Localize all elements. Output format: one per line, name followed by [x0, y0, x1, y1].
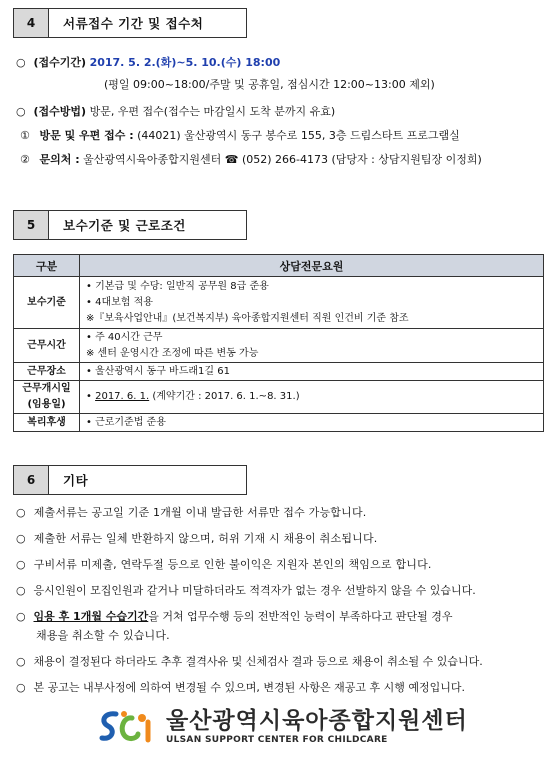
- pay-conditions-table: [13, 254, 544, 432]
- bullet: ○: [16, 681, 26, 694]
- list-item: [16, 653, 483, 669]
- org-name-english: ULSAN SUPPORT CENTER FOR CHILDCARE: [166, 735, 388, 745]
- bullet: ○: [16, 506, 26, 519]
- table-row: [14, 381, 544, 414]
- bullet: ○: [16, 105, 26, 118]
- row-line: ※ 센터 운영시간 조정에 따른 변동 가능: [86, 347, 259, 359]
- table-row: [14, 329, 544, 363]
- row-content: [80, 329, 544, 363]
- bullet: ○: [16, 558, 26, 571]
- row-content: [80, 363, 544, 381]
- visit-mail-address: (44021) 울산광역시 동구 봉수로 155, 3층 드림스타트 프로그램실: [137, 129, 460, 142]
- row-line: • 울산광역시 동구 바드래1길 61: [86, 365, 230, 377]
- number-2: ②: [20, 153, 30, 166]
- number-1: ①: [20, 129, 30, 142]
- contract-period: (계약기간 : 2017. 6. 1.~8. 31.): [149, 391, 300, 402]
- section-title: 서류접수 기간 및 접수처: [49, 8, 247, 38]
- category-line: (임용일): [27, 399, 66, 410]
- section-title: 기타: [49, 465, 247, 495]
- org-name: 울산광역시육아종합지원센터: [166, 708, 468, 734]
- phone-icon: ☎: [224, 153, 239, 166]
- item-text: 채용이 결정된다 하더라도 추후 결격사유 및 신체검사 결과 등으로 채용이 취소될 수 있습니다.: [33, 655, 483, 668]
- row-line: • 기본급 및 수당: 일반직 공무원 8급 준용: [86, 280, 269, 292]
- row-content: [80, 277, 544, 329]
- row-line: • 근로기준법 준용: [86, 416, 166, 428]
- row-content: [80, 381, 544, 414]
- ulsan-center-logo-mark-icon: [98, 708, 164, 746]
- visit-mail-label: 방문 및 우편 접수 :: [39, 129, 134, 142]
- item-text: 을 거쳐 업무수행 등의 전반적인 능력이 부족하다고 판단될 경우: [148, 610, 453, 623]
- application-period-line: [16, 54, 280, 70]
- period-value: 2017. 5. 2.(화)~5. 10.(수) 18:00: [89, 56, 281, 69]
- bullet: ○: [16, 584, 26, 597]
- table-row: [14, 277, 544, 329]
- list-item: [16, 504, 366, 520]
- row-line: • 4대보험 적용: [86, 296, 153, 308]
- visit-mail-line: [20, 127, 460, 143]
- center-logo: [98, 708, 468, 746]
- list-item: [16, 608, 453, 624]
- method-value: 방문, 우편 접수(접수는 마감일시 도착 분까지 유효): [89, 105, 336, 118]
- item-text: 제출서류는 공고일 기준 1개월 이내 발급한 서류만 접수 가능합니다.: [33, 506, 367, 519]
- row-category: [14, 381, 80, 414]
- section-number: 5: [13, 210, 49, 240]
- section-number: 4: [13, 8, 49, 38]
- bullet: ○: [16, 56, 26, 69]
- contact-phone: (052) 266-4173 (담당자 : 상담지원팀장 이정희): [241, 153, 482, 166]
- contact-org: 울산광역시육아종합지원센터: [83, 153, 222, 166]
- item-text: 본 공고는 내부사정에 의하여 변경될 수 있으며, 변경된 사항은 재공고 후 시행 예정입니다.: [33, 681, 465, 694]
- application-method-line: [16, 103, 335, 119]
- contact-label: 문의처 :: [39, 153, 80, 166]
- row-category: 보수기준: [14, 277, 80, 329]
- section-number: 6: [13, 465, 49, 495]
- table-row: [14, 414, 544, 432]
- row-line: • 주 40시간 근무: [86, 331, 163, 343]
- row-line: ※『보육사업안내』(보건복지부) 육아종합지원센터 직원 인건비 기준 참조: [86, 312, 409, 324]
- item-text: 응시인원이 모집인원과 같거나 미달하더라도 적격자가 없는 경우 선발하지 않을 수 있습니다.: [33, 584, 476, 597]
- table-row: [14, 363, 544, 381]
- row-content: [80, 414, 544, 432]
- header-content: 상담전문요원: [80, 255, 544, 277]
- bullet: ○: [16, 610, 26, 623]
- row-line: [86, 389, 543, 405]
- list-item: [16, 679, 465, 695]
- period-detail: (평일 09:00~18:00/주말 및 공휴일, 점심시간 12:00~13:00 제외): [104, 78, 435, 91]
- item-text: 구비서류 미제출, 연락두절 등으로 인한 불이익은 지원자 본인의 책임으로 합니다.: [33, 558, 432, 571]
- bullet: ○: [16, 655, 26, 668]
- row-category: 근무장소: [14, 363, 80, 381]
- category-line: 근무개시일: [22, 383, 71, 394]
- item-text: 제출한 서류는 일체 반환하지 않으며, 허위 기재 시 채용이 취소됩니다.: [33, 532, 378, 545]
- bullet: •: [86, 391, 92, 402]
- contact-line: [20, 151, 482, 167]
- method-label: (접수방법): [33, 105, 87, 118]
- probation-emphasis: 임용 후 1개월 수습기간: [33, 610, 149, 623]
- list-item-continuation: 채용을 취소할 수 있습니다.: [36, 629, 170, 642]
- row-category: 복리후생: [14, 414, 80, 432]
- logo-text: [166, 708, 468, 746]
- section-5-header: [13, 210, 247, 240]
- section-title: 보수기준 및 근로조건: [49, 210, 247, 240]
- list-item: [16, 530, 378, 546]
- list-item: [16, 582, 476, 598]
- section-6-header: [13, 465, 247, 495]
- period-label: (접수기간): [33, 56, 87, 69]
- section-4-header: [13, 8, 247, 38]
- header-category: 구분: [14, 255, 80, 277]
- bullet: ○: [16, 532, 26, 545]
- table-header-row: [14, 255, 544, 277]
- start-date: 2017. 6. 1.: [95, 391, 150, 402]
- list-item: [16, 556, 432, 572]
- row-category: 근무시간: [14, 329, 80, 363]
